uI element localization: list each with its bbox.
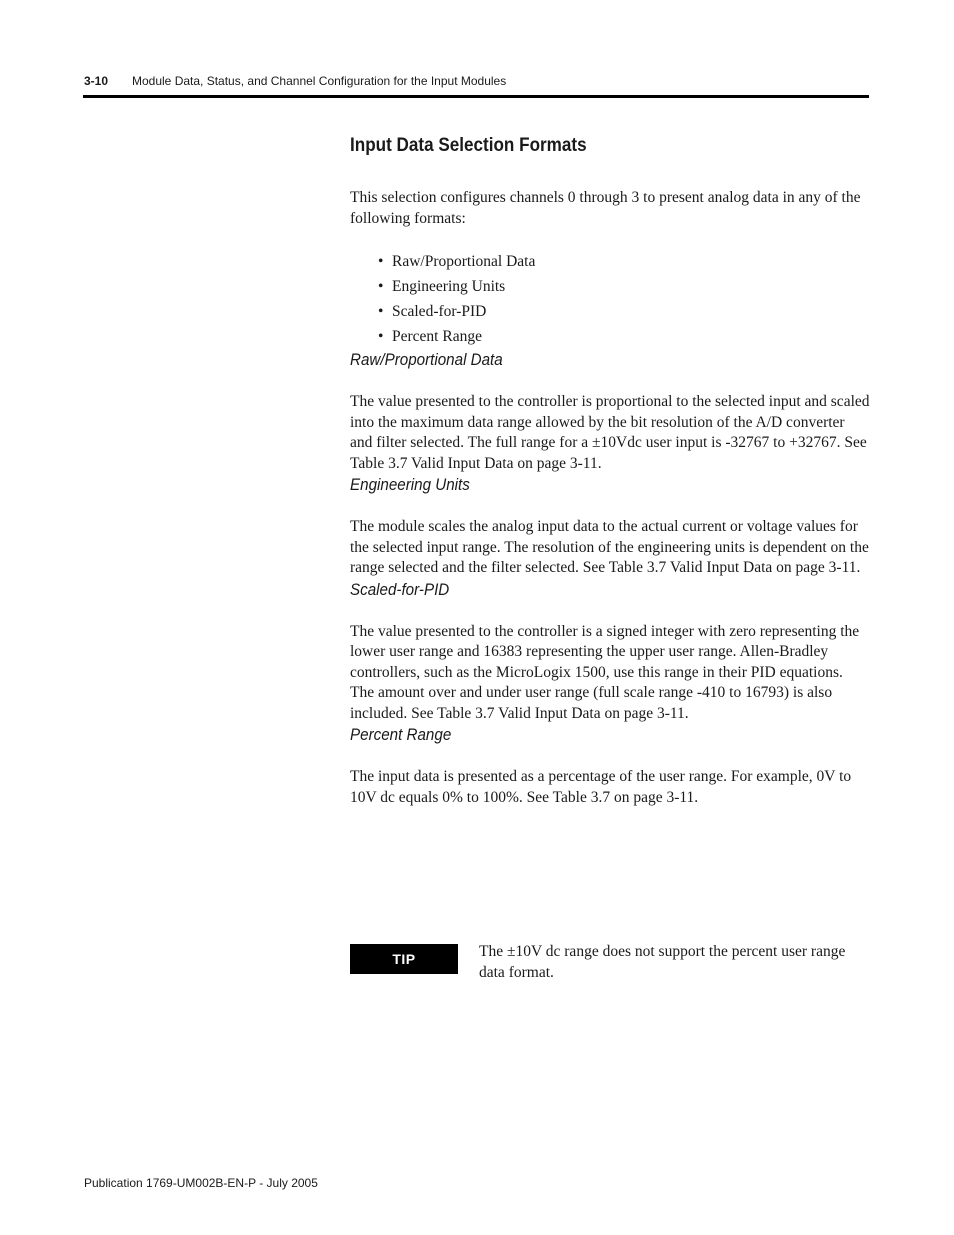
bullet-icon: • xyxy=(378,328,384,345)
bullet-icon: • xyxy=(378,253,384,270)
list-item: • Raw/Proportional Data xyxy=(378,249,870,274)
intro-paragraph: This selection configures channels 0 through 3 to present analog data in any of the following formats: xyxy=(350,189,861,227)
list-item: • Engineering Units xyxy=(378,274,870,299)
paragraph-scaled-for-pid: The value presented to the controller is a signed integer with zero representing the lower user range and 16383 representing the upper user range. Allen-Bradley controllers, such as the MicroLogix 1500, use this range in their PID equations. The amount over and under user range (full scale range -410 to 16793) is also included. See Table 3.7 Valid Input Data on page 3-11. xyxy=(350,622,860,722)
section-title: Input Data Selection Formats xyxy=(350,135,587,156)
main-content xyxy=(350,132,870,808)
paragraph-raw-proportional: The value presented to the controller is proportional to the selected input and scaled into the maximum data range allowed by the bit resolution of the A/D converter and filter selected. The full range for a ±10Vdc user input is -32767 to +32767. See Table 3.7 Valid Input Data on page 3-11. xyxy=(350,393,870,472)
subheading-raw-proportional: Raw/Proportional Data xyxy=(350,351,503,369)
subheading-scaled-for-pid: Scaled-for-PID xyxy=(350,580,450,599)
paragraph-percent-range: The input data is presented as a percentage of the user range. For example, 0V to 10V dc equals 0% to 100%. See Table 3.7 on page 3-11. xyxy=(350,768,852,806)
bullet-icon: • xyxy=(378,303,384,320)
list-item: • Percent Range xyxy=(378,324,870,349)
paragraph-engineering-units: The module scales the analog input data to the actual current or voltage values for the selected input range. The resolution of the engineering units is dependent on the range selected and the filter selected. See Table 3.7 Valid Input Data on page 3-11. xyxy=(350,518,869,576)
running-header xyxy=(84,72,506,90)
page-number: 3-10 xyxy=(84,74,109,88)
tip-label: TIP xyxy=(350,944,458,974)
header-rule xyxy=(83,95,869,98)
format-list xyxy=(378,249,870,349)
chapter-title: Module Data, Status, and Channel Configuration for the Input Modules xyxy=(132,74,507,88)
publication-footer: Publication 1769-UM002B-EN-P - July 2005 xyxy=(84,1176,318,1190)
bullet-icon: • xyxy=(378,278,384,295)
subheading-percent-range: Percent Range xyxy=(350,726,452,744)
list-item: • Scaled-for-PID xyxy=(378,299,870,324)
tip-text: The ±10V dc range does not support the percent user range data format. xyxy=(479,943,846,981)
subheading-engineering-units: Engineering Units xyxy=(350,476,470,494)
